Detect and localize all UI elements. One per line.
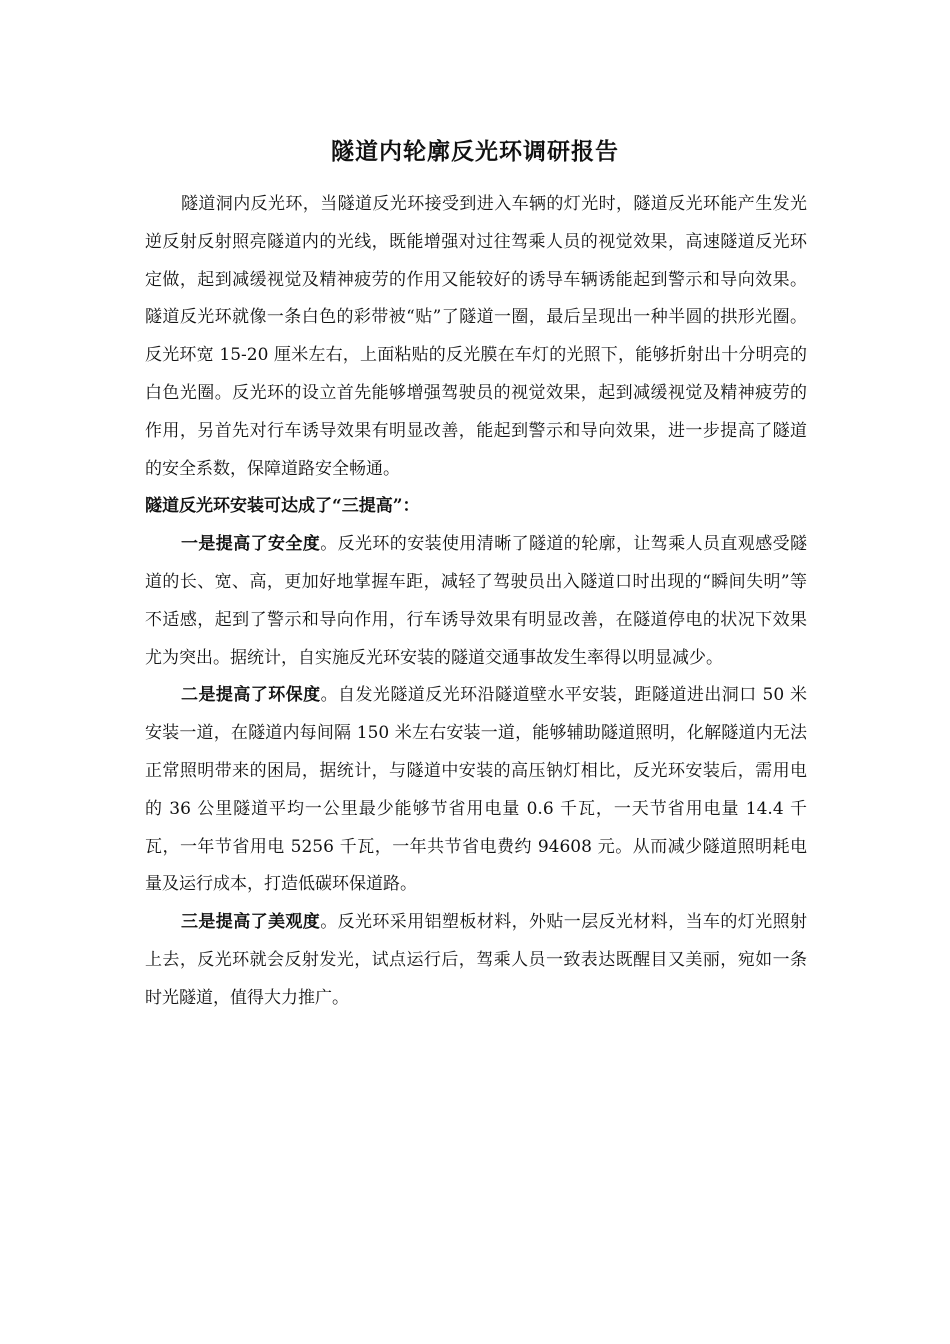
point-paragraph-safety — [145, 526, 807, 677]
point-paragraph-environment — [145, 677, 807, 904]
point-lead-environment: 二是提高了环保度 — [181, 685, 321, 706]
document-body — [145, 186, 807, 1018]
point-text-safety: 。反光环的安装使用清晰了隧道的轮廓，让驾乘人员直观感受隧道的长、宽、高，更加好地掌握车距，减轻了驾驶员出入隧道口时出现的“瞬间失明”等不适感，起到了警示和导向作用，行车诱导效果有明显改善，在隧道停电的状况下效果尤为突出。据统计，自实施反光环安装的隧道交通事故发生率得以明显减少。 — [145, 534, 808, 668]
intro-paragraph: 隧道洞内反光环，当隧道反光环接受到进入车辆的灯光时，隧道反光环能产生发光逆反射反射照亮隧道内的光线，既能增强对过往驾乘人员的视觉效果，高速隧道反光环定做，起到减缓视觉及精神疲劳的作用又能较好的诱导车辆诱能起到警示和导向效果。隧道反光环就像一条白色的彩带被“贴”了隧道一圈，最后呈现出一种半圆的拱形光圈。反光环宽 15-20 厘米左右，上面粘贴的反光膜在车灯的光照下，能够折射出十分明亮的白色光圈。反光环的设立首先能够增强驾驶员的视觉效果，起到减缓视觉及精神疲劳的作用，另首先对行车诱导效果有明显改善，能起到警示和导向效果，进一步提高了隧道的安全系数，保障道路安全畅通。 — [145, 194, 807, 479]
section-heading: 隧道反光环安装可达成了“三提高”： — [145, 496, 420, 517]
point-lead-appearance: 三是提高了美观度 — [181, 912, 321, 933]
document-title: 隧道内轮廓反光环调研报告 — [331, 138, 619, 165]
point-text-environment: 。自发光隧道反光环沿隧道壁水平安装，距隧道进出洞口 50 米安装一道，在隧道内每间隔 150 米左右安装一道，能够辅助隧道照明，化解隧道内无法正常照明带来的困局，据统计，与隧道中安装的高压钠灯相比，反光环安装后，需用电的 36 公里隧道平均一公里最少能够节省用电量 0.6 千瓦，一天节省用电量 14.4 千瓦，一年节省用电 5256 千瓦，一年共节省电费约 94608 元。从而减少隧道照明耗电量及运行成本，打造低碳环保道路。 — [145, 685, 807, 895]
point-text-appearance: 。反光环采用铝塑板材料，外贴一层反光材料，当车的灯光照射上去，反光环就会反射发光，试点运行后，驾乘人员一致表达既醒目又美丽，宛如一条时光隧道，值得大力推广。 — [145, 912, 808, 1008]
point-paragraph-appearance — [145, 904, 807, 1017]
point-lead-safety: 一是提高了安全度 — [181, 534, 321, 555]
